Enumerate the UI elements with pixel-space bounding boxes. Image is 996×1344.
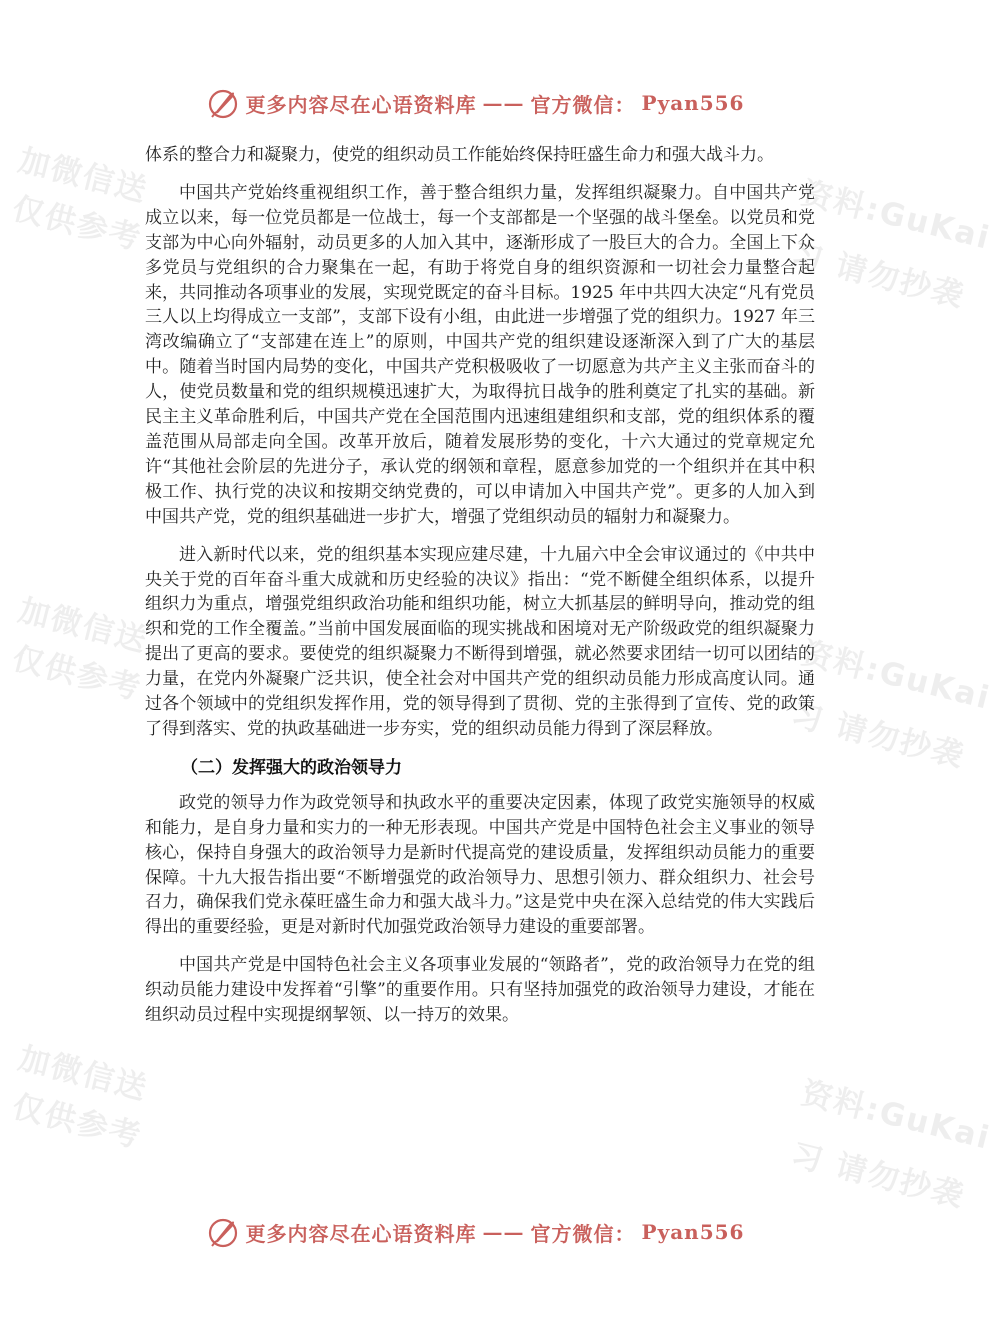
watermark-text: 加微信送 bbox=[14, 1040, 152, 1108]
quill-logo-icon bbox=[206, 86, 240, 120]
paragraph: 体系的整合力和凝聚力，使党的组织动员工作能始终保持旺盛生命力和强大战斗力。 bbox=[145, 145, 774, 165]
watermark-text: 仅供参考 bbox=[8, 190, 146, 258]
watermark-text: 仅供参考 bbox=[8, 1088, 146, 1156]
footer-banner bbox=[0, 1212, 950, 1252]
document-body bbox=[145, 143, 815, 1041]
banner-main-text: 更多内容尽在心语资料库 bbox=[245, 1221, 477, 1246]
watermark-text: 习 请勿抄袭 bbox=[787, 236, 969, 315]
paragraph: 进入新时代以来，党的组织基本实现应建尽建，十九届六中全会审议通过的《中共中央关于党的百年奋斗重大成就和历史经验的决议》指出：“党不断健全组织体系，以提升组织力为重点，增强党组织政治功能和组织功能，树立大抓基层的鲜明导向，推动党的组织和党的工作全覆盖。”当前中国发展面临的现实挑战和困境对无产阶级政党的组织凝聚力提出了更高的要求。要使党的组织凝聚力不断得到增强，就必然要求团结一切可以团结的力量，在党内外凝聚广泛共识，使全社会对中国共产党的组织动员能力形成高度认同。通过各个领域中的党组织发挥作用，党的领导得到了贯彻、党的主张得到了宣传、党的政策了得到落实、党的执政基础进一步夯实，党的组织动员能力得到了深层释放。 bbox=[145, 544, 815, 739]
watermark-text: 习 请勿抄袭 bbox=[787, 696, 969, 775]
watermark-text: 资料:GuKai bbox=[797, 175, 995, 257]
banner-separator: —— bbox=[482, 91, 525, 115]
header-banner bbox=[0, 83, 950, 123]
paragraph: 政党的领导力作为政党领导和执政水平的重要决定因素，体现了政党实施领导的权威和能力，是自身力量和实力的一种无形表现。中国共产党是中国特色社会主义事业的领导核心，保持自身强大的政治领导力是新时代提高党的建设质量，发挥组织动员能力的重要保障。十九大报告指出要“不断增强党的政治领导力、思想引领力、群众组织力、社会号召力，确保我们党永葆旺盛生命力和强大战斗力。”这是党中央在深入总结党的伟大实践后得出的重要经验，更是对新时代加强党政治领导力建设的重要部署。 bbox=[145, 792, 815, 938]
banner-main-text: 更多内容尽在心语资料库 bbox=[245, 92, 477, 117]
banner-wechat-id: Pyan556 bbox=[641, 91, 745, 115]
paragraph: 中国共产党始终重视组织工作，善于整合组织力量，发挥组织凝聚力。自中国共产党成立以来，每一位党员都是一位战士，每一个支部都是一个坚强的战斗堡垒。以党员和党支部为中心向外辐射，动员更多的人加入其中，逐渐形成了一股巨大的合力。全国上下众多党员与党组织的合力聚集在一起，有助于将党自身的组织资源和一切社会力量整合起来，共同推动各项事业的发展，实现党既定的奋斗目标。1925 年中共四大决定“凡有党员三人以上均得成立一支部”，支部下设有小组，由此进一步增强了党的组织力。1927 年三湾改编确立了“支部建在连上”的原则，中国共产党的组织建设逐渐深入到了广大的基层中。随着当时国内局势的变化，中国共产党积极吸收了一切愿意为共产主义主张而奋斗的人，使党员数量和党的组织规模迅速扩大，为取得抗日战争的胜利奠定了扎实的基础。新民主主义革命胜利后，中国共产党在全国范围内迅速组建组织和支部，党的组织体系的覆盖范围从局部走向全国。改革开放后，随着发展形势的变化，十六大通过的党章规定允许“其他社会阶层的先进分子，承认党的纲领和章程，愿意参加党的一个组织并在其中积极工作、执行党的决议和按期交纳党费的，可以申请加入中国共产党”。更多的人加入到中国共产党，党的组织基础进一步扩大，增强了党组织动员的辐射力和凝聚力。 bbox=[145, 182, 815, 527]
watermark-text: 加微信送 bbox=[14, 592, 152, 660]
watermark-text: 加微信送 bbox=[14, 142, 152, 210]
watermark-text: 资料:GuKai bbox=[797, 635, 995, 717]
banner-wechat-id: Pyan556 bbox=[641, 1220, 745, 1244]
banner-wechat-label: 官方微信： bbox=[530, 92, 636, 117]
watermark-text: 资料:GuKai bbox=[797, 1075, 995, 1157]
quill-logo-icon bbox=[206, 1215, 240, 1249]
banner-wechat-label: 官方微信： bbox=[530, 1221, 636, 1246]
watermark-text: 习 请勿抄袭 bbox=[787, 1136, 969, 1215]
banner-separator: —— bbox=[482, 1220, 525, 1244]
watermark-text: 仅供参考 bbox=[8, 640, 146, 708]
section-heading: （二）发挥强大的政治领导力 bbox=[181, 757, 402, 778]
paragraph: 中国共产党是中国特色社会主义各项事业发展的“领路者”，党的政治领导力在党的组织动员能力建设中发挥着“引擎”的重要作用。只有坚持加强党的政治领导力建设，才能在组织动员过程中实现提纲挈领、以一持万的效果。 bbox=[145, 955, 815, 1026]
